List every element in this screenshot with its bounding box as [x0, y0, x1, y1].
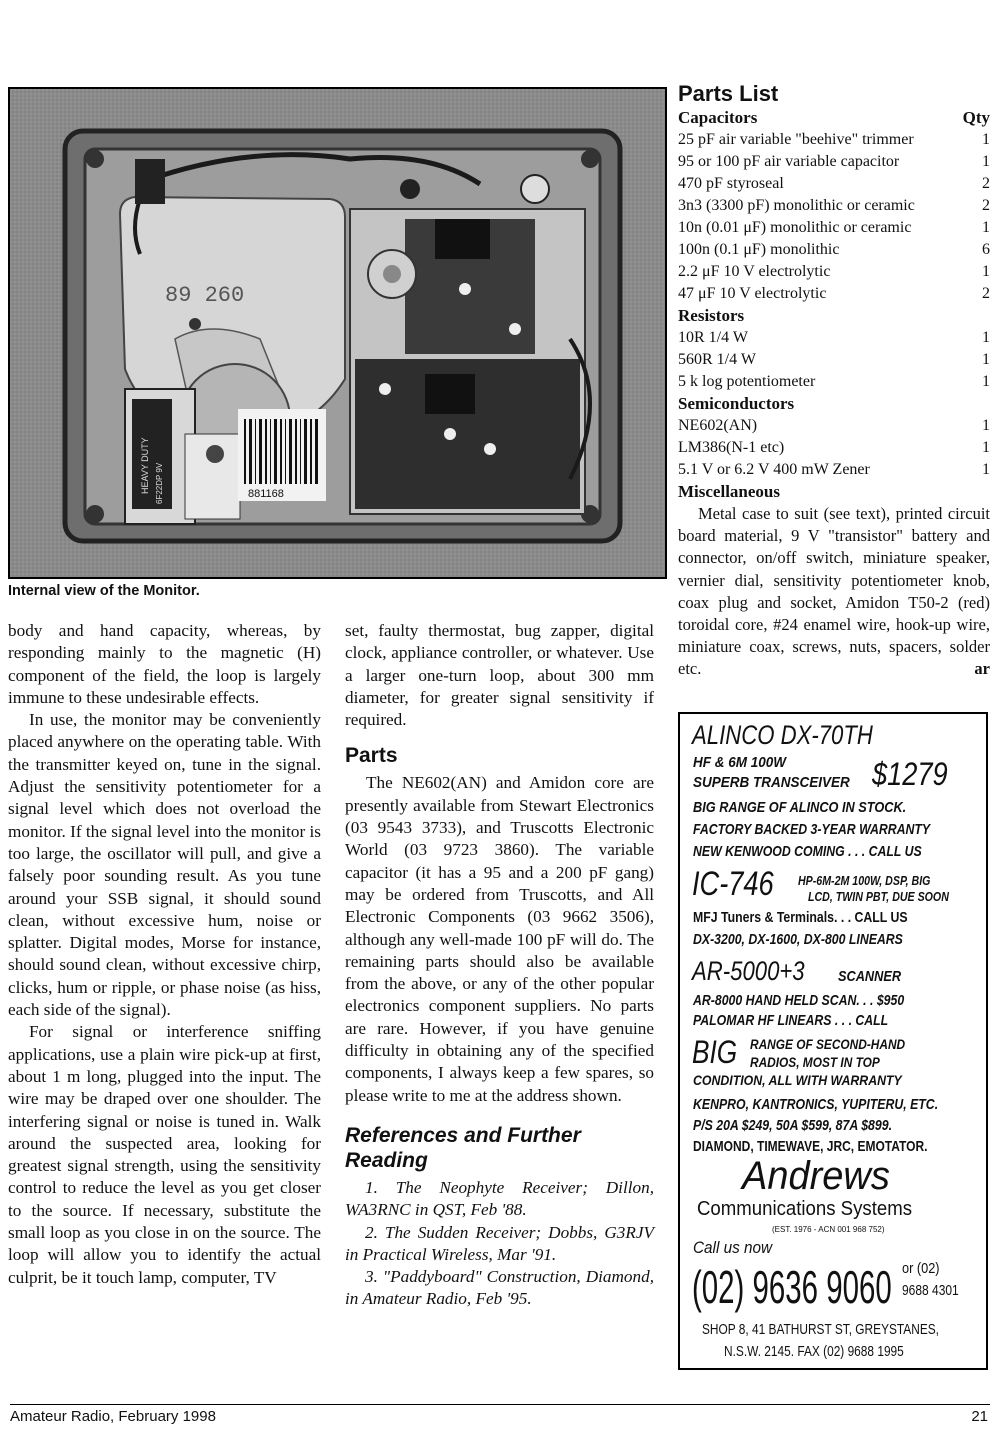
- miscellaneous-label: Miscellaneous: [678, 482, 780, 501]
- part-qty: 1: [982, 329, 990, 346]
- part-item: LM386(N-1 etc): [678, 439, 785, 456]
- part-item: 100n (0.1 μF) monolithic: [678, 241, 840, 258]
- ad-ic746: IC-746: [692, 865, 774, 903]
- capacitors-label: Capacitors: [678, 108, 758, 127]
- part-qty: 1: [982, 153, 990, 170]
- col1-paragraph-3: For signal or interference sniffing applications, use a plain wire pick-up at first, about 1 m long, plugged into the input. The wire may be draped over one shoulder. The interfering signal or noise is tuned in. Walk around the suspected area, looking for greatest signal strength, using the sensitivity control to reduce the level as you get closer to the source. If necessary, substitute the small loop as you close in on the source. The loop will allow you to identify the actual culprit, be it touch lamp, computer, TV: [8, 1022, 321, 1287]
- part-qty: 1: [982, 461, 990, 478]
- parts-row: [678, 173, 990, 195]
- ad-andrews-logo: Andrews: [742, 1154, 890, 1198]
- dial-number: 89 260: [165, 283, 245, 308]
- col1-paragraph-1: body and hand capacity, whereas, by responding mainly to the magnetic (H) component of the field, the loop is largely immune to these undesirable effects.: [8, 621, 321, 707]
- photo-caption: Internal view of the Monitor.: [8, 583, 200, 599]
- col1-paragraph-2: In use, the monitor may be conveniently placed anywhere on the operating table. With the transmitter keyed on, tune in the signal. Adjust the sensitivity potentiometer for a signal level which does not overload the monitor. If the signal level into the monitor is too large, the oscillator will pull, and give a falsely poor sounding result. As you tune around your SSB signal, it should sound clean, without excessive hum, noise or splatter. Digital modes, Morse for instance, should sound clean, without excessive chirp, clicks, hum or ripple, or phase noise (as hiss, each side of the signal).: [8, 710, 321, 1020]
- reference-3: 3. "Paddyboard" Construction, Diamond, in Amateur Radio, Feb '95.: [345, 1267, 654, 1309]
- reference-2: 2. The Sudden Receiver; Dobbs, G3RJV in Practical Wireless, Mar '91.: [345, 1222, 654, 1264]
- resistors-label: Resistors: [678, 306, 745, 325]
- part-qty: 1: [982, 131, 990, 148]
- ad-line: HF & 6M 100W: [693, 754, 787, 771]
- parts-row: [678, 151, 990, 173]
- miscellaneous-text: [678, 503, 990, 681]
- ad-alt-phone: 9688 4301: [902, 1282, 959, 1299]
- part-item: 10n (0.01 μF) monolithic or ceramic: [678, 219, 912, 236]
- part-item: 5.1 V or 6.2 V 400 mW Zener: [678, 461, 870, 478]
- ad-line: P/S 20A $249, 50A $599, 87A $899.: [693, 1117, 893, 1134]
- parts-row: [678, 437, 990, 459]
- part-item: 95 or 100 pF air variable capacitor: [678, 153, 900, 170]
- parts-row: [678, 283, 990, 305]
- part-item: 470 pF styroseal: [678, 175, 784, 192]
- barcode-number: 881168: [248, 488, 284, 500]
- ad-callus: Call us now: [693, 1238, 773, 1257]
- photo-illustration: [10, 89, 665, 577]
- parts-list: [678, 81, 990, 681]
- column-2: [345, 620, 654, 1311]
- ad-company: Communications Systems: [697, 1198, 913, 1220]
- parts-row: [678, 371, 990, 393]
- ad-address-1: SHOP 8, 41 BATHURST ST, GREYSTANES,: [702, 1322, 939, 1338]
- reference-1: 1. The Neophyte Receiver; Dillon, WA3RNC in QST, Feb '88.: [345, 1177, 654, 1220]
- ad-big: BIG: [692, 1034, 738, 1070]
- parts-list-title: Parts List: [678, 81, 779, 106]
- references-heading-line-1: References and Further: [345, 1123, 581, 1147]
- monitor-photo: [8, 87, 667, 579]
- references-heading-line-2: Reading: [345, 1148, 428, 1172]
- ad-line: SUPERB TRANSCEIVER: [693, 774, 850, 791]
- parts-row: [678, 459, 990, 481]
- parts-row: [678, 129, 990, 151]
- ad-line: RANGE OF SECOND-HAND: [750, 1037, 906, 1052]
- parts-heading: Parts: [345, 744, 398, 768]
- ad-line: MFJ Tuners & Terminals. . . CALL US: [693, 909, 908, 926]
- ad-line: HP-6M-2M 100W, DSP, BIG: [798, 874, 931, 888]
- ad-line: FACTORY BACKED 3-YEAR WARRANTY: [693, 821, 931, 838]
- part-qty: 1: [982, 263, 990, 280]
- footer-publication: Amateur Radio, February 1998: [10, 1408, 216, 1425]
- capacitors-header: [678, 107, 990, 129]
- ad-line: RADIOS, MOST IN TOP: [750, 1055, 880, 1070]
- ad-line: LCD, TWIN PBT, DUE SOON: [808, 890, 949, 904]
- ad-phone: (02) 9636 9060: [692, 1261, 892, 1313]
- ad-headline: ALINCO DX-70TH: [692, 720, 873, 750]
- col2-paragraph-2: The NE602(AN) and Amidon core are presently available from Stewart Electronics (03 9543 3733), and Truscotts Electronic World (03 9723 3860). The variable capacitor (it has a 95 and a 200 pF gang) may be ordered from Truscotts, and All Electronic Components (03 9662 3506), although any well-made 100 pF will do. The remaining parts should also be available from the above, or any of the other popular electronics component suppliers. No parts are rare. However, if you have genuine difficulty in obtaining any of the specified components, I always keep a few spares, so please write to me at the address shown.: [345, 773, 654, 1105]
- ad-or: or (02): [902, 1260, 940, 1277]
- references-list: [345, 1177, 654, 1311]
- ad-address-2: N.S.W. 2145. FAX (02) 9688 1995: [724, 1344, 904, 1360]
- footer-rule: [10, 1404, 990, 1405]
- part-item: 10R 1/4 W: [678, 329, 748, 346]
- part-qty: 1: [982, 373, 990, 390]
- part-qty: 2: [982, 285, 990, 302]
- battery-code: 6F22DP 9V: [155, 462, 164, 504]
- parts-row: [678, 217, 990, 239]
- part-item: 25 pF air variable "beehive" trimmer: [678, 131, 914, 148]
- part-item: NE602(AN): [678, 417, 758, 434]
- andrews-advertisement: [678, 712, 988, 1370]
- part-qty: 6: [982, 241, 990, 258]
- ad-line: SCANNER: [838, 968, 902, 985]
- ad-ar5000: AR-5000+3: [692, 956, 805, 986]
- parts-row: [678, 349, 990, 371]
- ad-line: DX-3200, DX-1600, DX-800 LINEARS: [693, 931, 903, 948]
- battery-text: HEAVY DUTY: [140, 437, 150, 494]
- part-item: 3n3 (3300 pF) monolithic or ceramic: [678, 197, 915, 214]
- col2-paragraph-1: set, faulty thermostat, bug zapper, digital clock, appliance controller, or whatever. Use a larger one-turn loop, about 300 mm diameter, for greater signal sensitivity if required.: [345, 621, 654, 730]
- qty-label: Qty: [962, 108, 990, 127]
- misc-body: Metal case to suit (see text), printed circuit board material, 9 V "transistor" battery and connector, on/off switch, miniature speaker, vernier dial, sensitivity potentiometer knob, coax plug and socket, Amidon T50-2 (red) toroidal core, #24 enamel wire, hook-up wire, miniature coax, screws, nuts, spacers, solder etc.: [678, 504, 990, 679]
- end-mark: ar: [974, 659, 990, 679]
- part-qty: 2: [982, 197, 990, 214]
- part-item: 47 μF 10 V electrolytic: [678, 285, 827, 302]
- ad-line: KENPRO, KANTRONICS, YUPITERU, ETC.: [693, 1096, 939, 1113]
- ad-line: PALOMAR HF LINEARS . . . CALL: [693, 1012, 889, 1029]
- part-item: 5 k log potentiometer: [678, 373, 816, 390]
- part-qty: 2: [982, 175, 990, 192]
- parts-row: [678, 261, 990, 283]
- ad-line: AR-8000 HAND HELD SCAN. . . $950: [693, 992, 905, 1009]
- part-qty: 1: [982, 351, 990, 368]
- part-qty: 1: [982, 417, 990, 434]
- part-qty: 1: [982, 439, 990, 456]
- ad-line: DIAMOND, TIMEWAVE, JRC, EMOTATOR.: [693, 1138, 928, 1155]
- ad-price: $1279: [872, 756, 948, 792]
- parts-row: [678, 327, 990, 349]
- ad-line: CONDITION, ALL WITH WARRANTY: [693, 1072, 902, 1088]
- semiconductors-label: Semiconductors: [678, 394, 795, 413]
- part-item: 560R 1/4 W: [678, 351, 756, 368]
- ad-line: BIG RANGE OF ALINCO IN STOCK.: [693, 799, 907, 816]
- parts-row: [678, 239, 990, 261]
- ad-line: NEW KENWOOD COMING . . . CALL US: [693, 843, 922, 860]
- ad-est: (EST. 1976 - ACN 001 968 752): [772, 1225, 885, 1234]
- part-qty: 1: [982, 219, 990, 236]
- part-item: 2.2 μF 10 V electrolytic: [678, 263, 831, 280]
- page-number: 21: [971, 1408, 988, 1425]
- parts-row: [678, 195, 990, 217]
- parts-row: [678, 415, 990, 437]
- column-1: [8, 620, 321, 1289]
